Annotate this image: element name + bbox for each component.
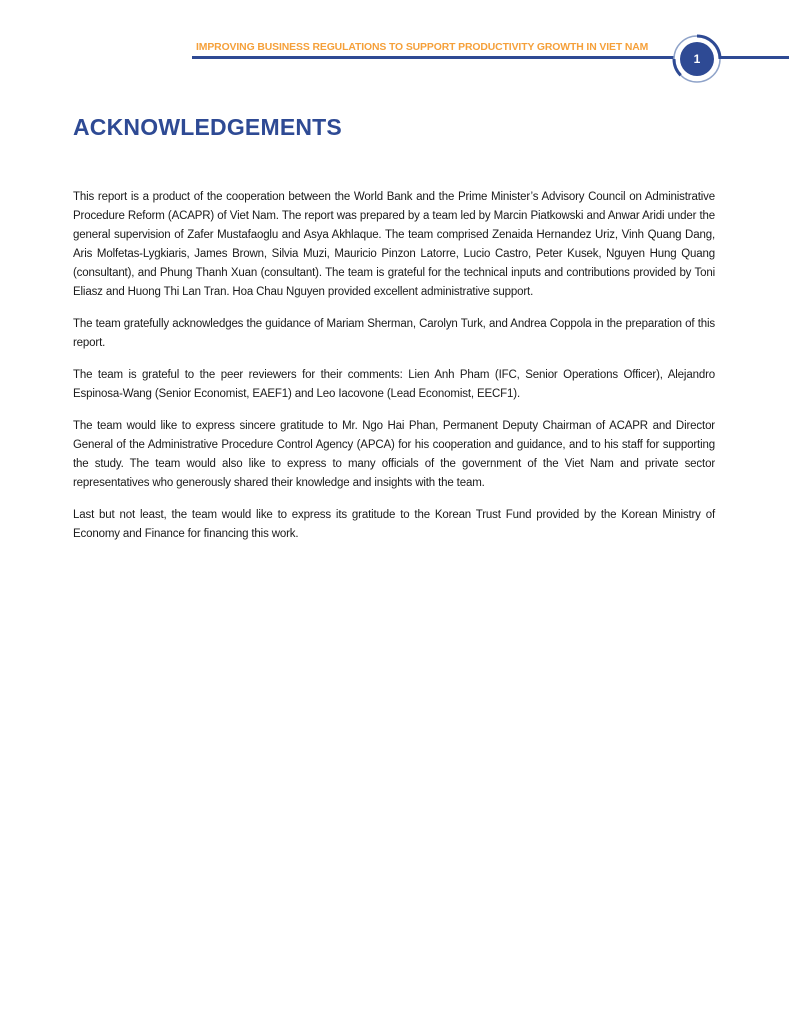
body-text [73, 188, 715, 557]
running-header [0, 0, 789, 100]
page-title: ACKNOWLEDGEMENTS [73, 114, 342, 140]
paragraph-team: This report is a product of the cooperation between the World Bank and the Prime Minister’s Advisory Council on Administrative Procedure Reform (ACAPR) of Viet Nam. The report was prepared by a team led by Marcin Piatkowski and Anwar Aridi under the general supervision of Zafer Mustafaoglu and Asya Akhlaque. The team comprised Zenaida Hernandez Uriz, Vinh Quang Dang, Aris Molfetas-Lygkiaris, James Brown, Silvia Muzi, Mauricio Pinzon Latorre, Lucio Castro, Peter Kusek, Nguyen Hung Quang (consultant), and Phung Thanh Xuan (consultant). The team is grateful for the technical inputs and contributions provided by Toni Eliasz and Huong Thi Lan Tran. Hoa Chau Nguyen provided excellent administrative support. [73, 191, 715, 298]
paragraph-peer-reviewers: The team is grateful to the peer reviewers for their comments: Lien Anh Pham (IFC, Senior Operations Officer), Alejandro Espinosa-Wang (Senior Economist, EAEF1) and Leo Iacovone (Lead Economist, EECF1). [73, 369, 715, 400]
paragraph-gratitude-acapr: The team would like to express sincere gratitude to Mr. Ngo Hai Phan, Permanent Deputy Chairman of ACAPR and Director General of the Administrative Procedure Control Agency (APCA) for his cooperation and guidance, and to his staff for supporting the study. The team would also like to express to many officials of the government of the Viet Nam and private sector representatives who generously shared their knowledge and insights with the team. [73, 420, 715, 489]
running-title: IMPROVING BUSINESS REGULATIONS TO SUPPORT PRODUCTIVITY GROWTH IN VIET NAM [196, 42, 649, 53]
paragraph-guidance: The team gratefully acknowledges the guidance of Mariam Sherman, Carolyn Turk, and Andrea Coppola in the preparation of this report. [73, 318, 715, 349]
page-number-badge [672, 34, 722, 84]
header-rule-right [716, 56, 789, 59]
paragraph-korean-trust-fund: Last but not least, the team would like to express its gratitude to the Korean Trust Fund provided by the Korean Ministry of Economy and Finance for financing this work. [73, 509, 715, 540]
header-rule-left [192, 56, 676, 59]
page-number: 1 [693, 52, 701, 66]
